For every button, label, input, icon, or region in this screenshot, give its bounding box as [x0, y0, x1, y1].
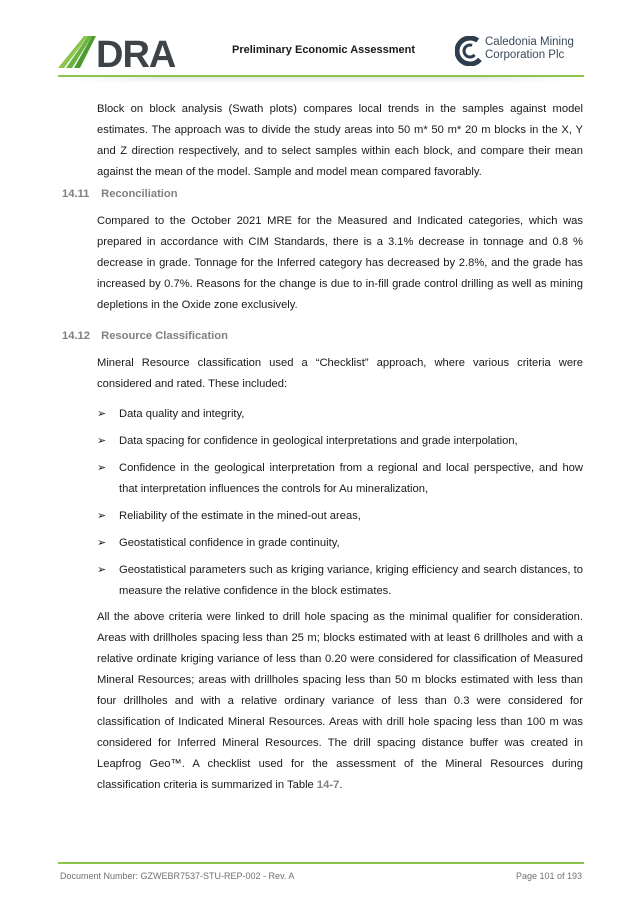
page-number: Page 101 of 193	[515, 871, 582, 881]
arrow-bullet-icon: ➢	[97, 510, 107, 522]
caledonia-logo	[455, 36, 595, 68]
header-shadow	[58, 77, 584, 83]
document-number: Document Number: GZWEBR7537-STU-REP-002 - Rev. A	[60, 871, 295, 881]
reconciliation-paragraph: Compared to the October 2021 MRE for the Measured and Indicated categories, which was prepared in accordance with CIM Standards, there is a 3.1% decrease in tonnage and 0.8 % decrease in grade. Tonnage for the Inferred category has decreased by 2.8%, and the grade has increased by 0.7%. Reasons for the change is due to in-fill grade control drilling as well as mining depletions in the Oxide zone exclusively.	[97, 215, 583, 311]
list-item: ➢ Geostatistical confidence in grade continuity,	[97, 533, 583, 554]
section-number: 14.11	[62, 188, 90, 200]
arrow-bullet-icon: ➢	[97, 537, 107, 549]
arrow-bullet-icon: ➢	[97, 462, 107, 474]
footer-rule	[58, 862, 584, 864]
section-number: 14.12	[62, 330, 90, 342]
classification-paragraph: Mineral Resource classification used a “Checklist” approach, where various criteria were considered and rated. These included:	[97, 357, 583, 390]
section-title: Reconciliation	[101, 188, 178, 200]
list-item: ➢ Geostatistical parameters such as kriging variance, kriging efficiency and search distances, to measure the relative confidence in the block estimates.	[97, 560, 583, 602]
dra-logo-icon	[58, 34, 198, 70]
caledonia-c-icon	[455, 36, 483, 66]
page-header	[0, 0, 644, 90]
criteria-paragraph: All the above criteria were linked to drill hole spacing as the minimal qualifier for consideration. Areas with drillholes spacing less than 25 m; blocks estimated with at least 6 drillholes and with a relative ordinate kriging variance of less than 0.20 were considered for classification of Measured Mineral Resources; areas with drillholes spacing less than 50 m blocks estimated with less than four drillholes and with a relative ordinary variance of less than 0.3 were considered for classification of Indicated Mineral Resources. Areas with drill hole spacing less than 100 m was considered for Inferred Mineral Resources. The drill spacing distance buffer was created in Leapfrog Geo™. A checklist used for the assessment of the Mineral Resources during classification criteria is summarized in Table 14-7.	[97, 611, 583, 791]
arrow-bullet-icon: ➢	[97, 435, 107, 447]
list-item: ➢ Confidence in the geological interpretation from a regional and local perspective, and how that interpretation influences the controls for Au mineralization,	[97, 458, 583, 500]
list-item: ➢ Data spacing for confidence in geological interpretations and grade interpolation,	[97, 431, 583, 452]
svg-text:DRA: DRA	[96, 34, 176, 70]
caledonia-line1: Caledonia Mining	[485, 36, 574, 48]
arrow-bullet-icon: ➢	[97, 564, 107, 576]
arrow-bullet-icon: ➢	[97, 408, 107, 420]
section-heading-14-11	[62, 188, 178, 200]
section-title: Resource Classification	[101, 330, 228, 342]
list-item: ➢ Data quality and integrity,	[97, 404, 583, 425]
table-reference-link[interactable]: 14-7	[316, 779, 340, 791]
header-title: Preliminary Economic Assessment	[232, 44, 416, 56]
intro-paragraph: Block on block analysis (Swath plots) compares local trends in the samples against model estimates. The approach was to divide the study areas into 50 m* 50 m* 20 m blocks in the X, Y and Z direction respectively, and to select samples within each block, and compare their mean against the mean of the model. Sample and model mean compared favorably.	[97, 103, 583, 178]
section-heading-14-12	[62, 330, 228, 342]
list-item: ➢ Reliability of the estimate in the mined-out areas,	[97, 506, 583, 527]
caledonia-line2: Corporation Plc	[485, 49, 565, 61]
